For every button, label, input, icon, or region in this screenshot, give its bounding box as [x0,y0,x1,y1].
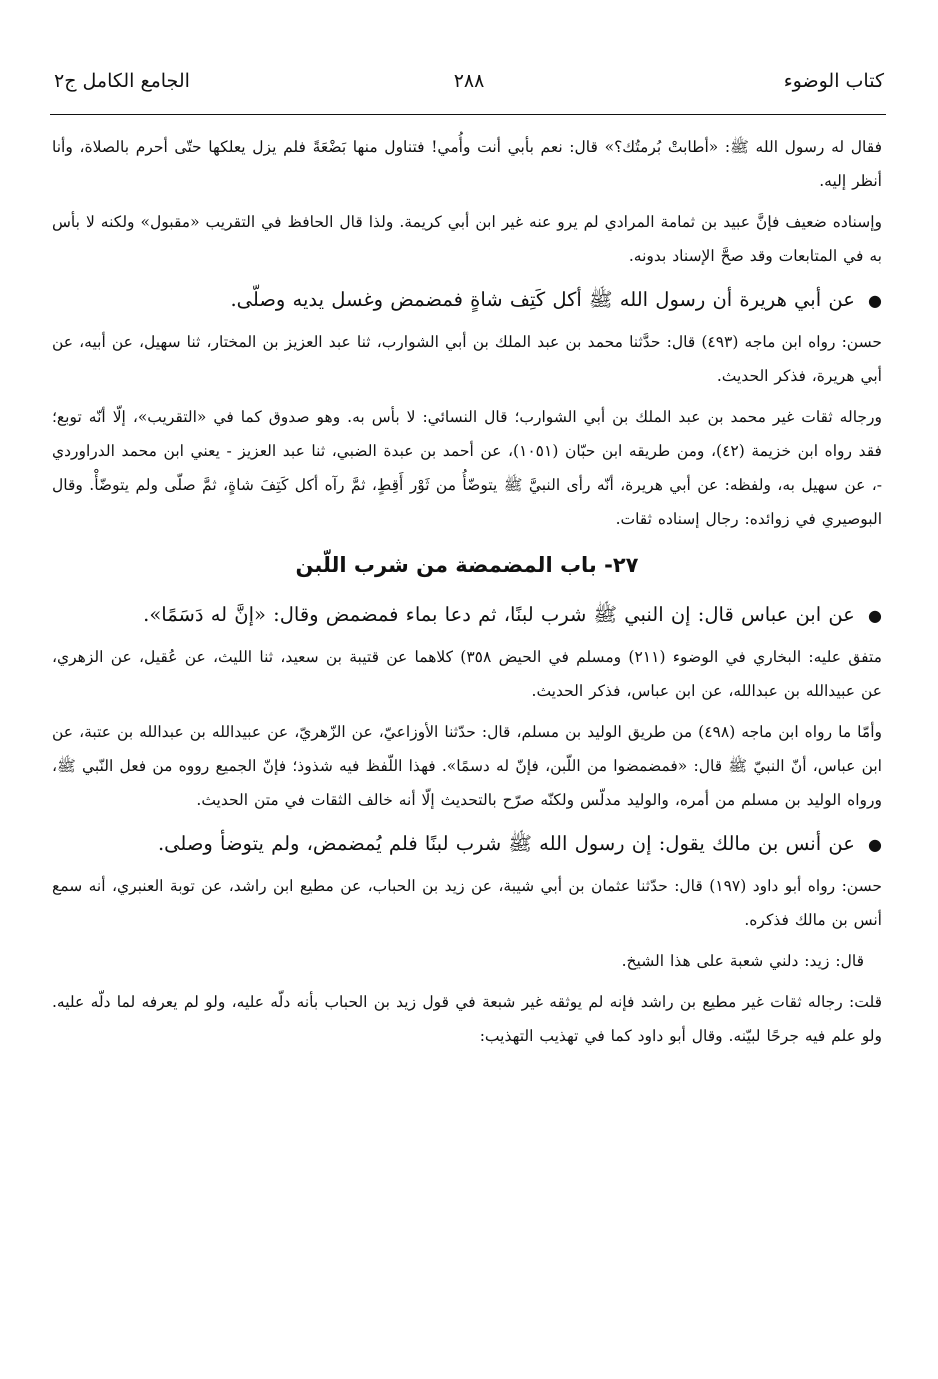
commentary-paragraph: حسن: رواه أبو داود (١٩٧) قال: حدّثنا عثمان بن أبي شيبة، عن زيد بن الحباب، عن مطيع ابن راشد، عن توبة العنبري، أنه سمع أنس بن مالك فذكره. [52,877,882,929]
hadith-text: ● عن أبي هريرة أن رسول الله ﷺ أكل كَتِف شاةٍ فمضمض وغسل يديه وصلّى. [230,288,882,311]
commentary-paragraph: متفق عليه: البخاري في الوضوء (٢١١) ومسلم في الحيض ٣٥٨) كلاهما عن قتيبة بن سعيد، ثنا الليث، عن عُقيل، عن الزهري، عن عبيدالله بن عبدالله، عن ابن عباس، فذكر الحديث. [52,648,882,700]
bullet-icon: ● [868,291,882,310]
running-header [50,66,888,114]
commentary-paragraph: وأمّا ما رواه ابن ماجه (٤٩٨) من طريق الوليد بن مسلم، قال: حدّثنا الأوزاعيّ، عن الزّهريّ، عن عبيدالله بن عبدالله بن عتبة، عن ابن عباس، أنّ النبيّ ﷺ قال: «فمضمضوا من اللّبن، فإنّ له دسمًا». فهذا اللّفظ فيه شذوذ؛ فإنّ الجميع رووه من فعل النّبي ﷺ، ورواه الوليد بن مسلم من أمره، والوليد مدلّس ولكنّه صرّح بالتحديث إلّا أنه خالف الثقات في متن الحديث. [52,723,882,809]
page-body [52,130,882,1060]
book-volume-title: الجامع الكامل ج٢ [54,70,190,92]
hadith-text: ● عن ابن عباس قال: إن النبي ﷺ شرب لبنًا، ثم دعا بماء فمضمض وقال: «إنَّ له دَسَمًا». [143,603,882,626]
commentary-paragraph: قلت: رجاله ثقات غير مطيع بن راشد فإنه لم يوثقه غير شبعة في قول زيد بن الحباب بأنه دلّه عليه، ولو لم يعرفه لما دلّه عليه. ولو علم فيه جرحًا لبيّنه. وقال أبو داود كما في تهذيب التهذيب: [52,993,882,1045]
commentary-paragraph: حسن: رواه ابن ماجه (٤٩٣) قال: حدَّثنا محمد بن عبد الملك بن أبي الشوارب، ثنا عبد العزيز بن المختار، ثنا سهيل، عن أبيه، عن أبي هريرة، فذكر الحديث. [52,333,882,385]
commentary-paragraph: قال: زيد: دلني شعبة على هذا الشيخ. [621,952,864,970]
commentary-paragraph: فقال له رسول الله ﷺ: «أطابتْ بُرمتُك؟» قال: نعم بأبي أنت وأُمي! فتناول منها بَضْعَةً فلم يزل يعلكها حتّى أحرم بالصلاة، وأنا أنظر إليه. [52,138,882,190]
commentary-paragraph: وإسناده ضعيف فإنَّ عبيد بن ثمامة المرادي لم يرو عنه غير ابن أبي كريمة. ولذا قال الحافظ في التقريب «مقبول» ولكنه لا بأس به في المتابعات وقد صحَّ الإسناد بدونه. [52,213,882,265]
book-section-title: كتاب الوضوء [783,70,884,92]
header-rule [50,114,886,115]
commentary-paragraph: ورجاله ثقات غير محمد بن عبد الملك بن أبي الشوارب؛ قال النسائي: لا بأس به. وهو صدوق كما في «التقريب»، إلّا أنّه توبع؛ فقد رواه ابن خزيمة (٤٢)، ومن طريقه ابن حبّان (١٠٥١)، عن أحمد بن عبدة الضبي، ثنا عبد العزيز - يعني ابن محمد الدراوردي -، عن سهيل به، ولفظه: عن أبي هريرة، أنّه رأى النبيَّ ﷺ يتوضّأُ من ثَوْر أَقِطٍ، ثمَّ رآه أكل كَتِفَ شاةٍ، ثمَّ صلّى ولم يتوضّأْ. وقال البوصيري في زوائده: رجال إسناده ثقات. [52,408,882,528]
chapter-heading: ٢٧- باب المضمضة من شرب اللّبن [295,553,639,577]
bullet-icon: ● [868,606,882,625]
page-number: ٢٨٨ [453,70,485,92]
bullet-icon: ● [868,835,882,854]
hadith-text: ● عن أنس بن مالك يقول: إن رسول الله ﷺ شرب لبنًا فلم يُمضمض، ولم يتوضأ وصلى. [157,832,882,855]
